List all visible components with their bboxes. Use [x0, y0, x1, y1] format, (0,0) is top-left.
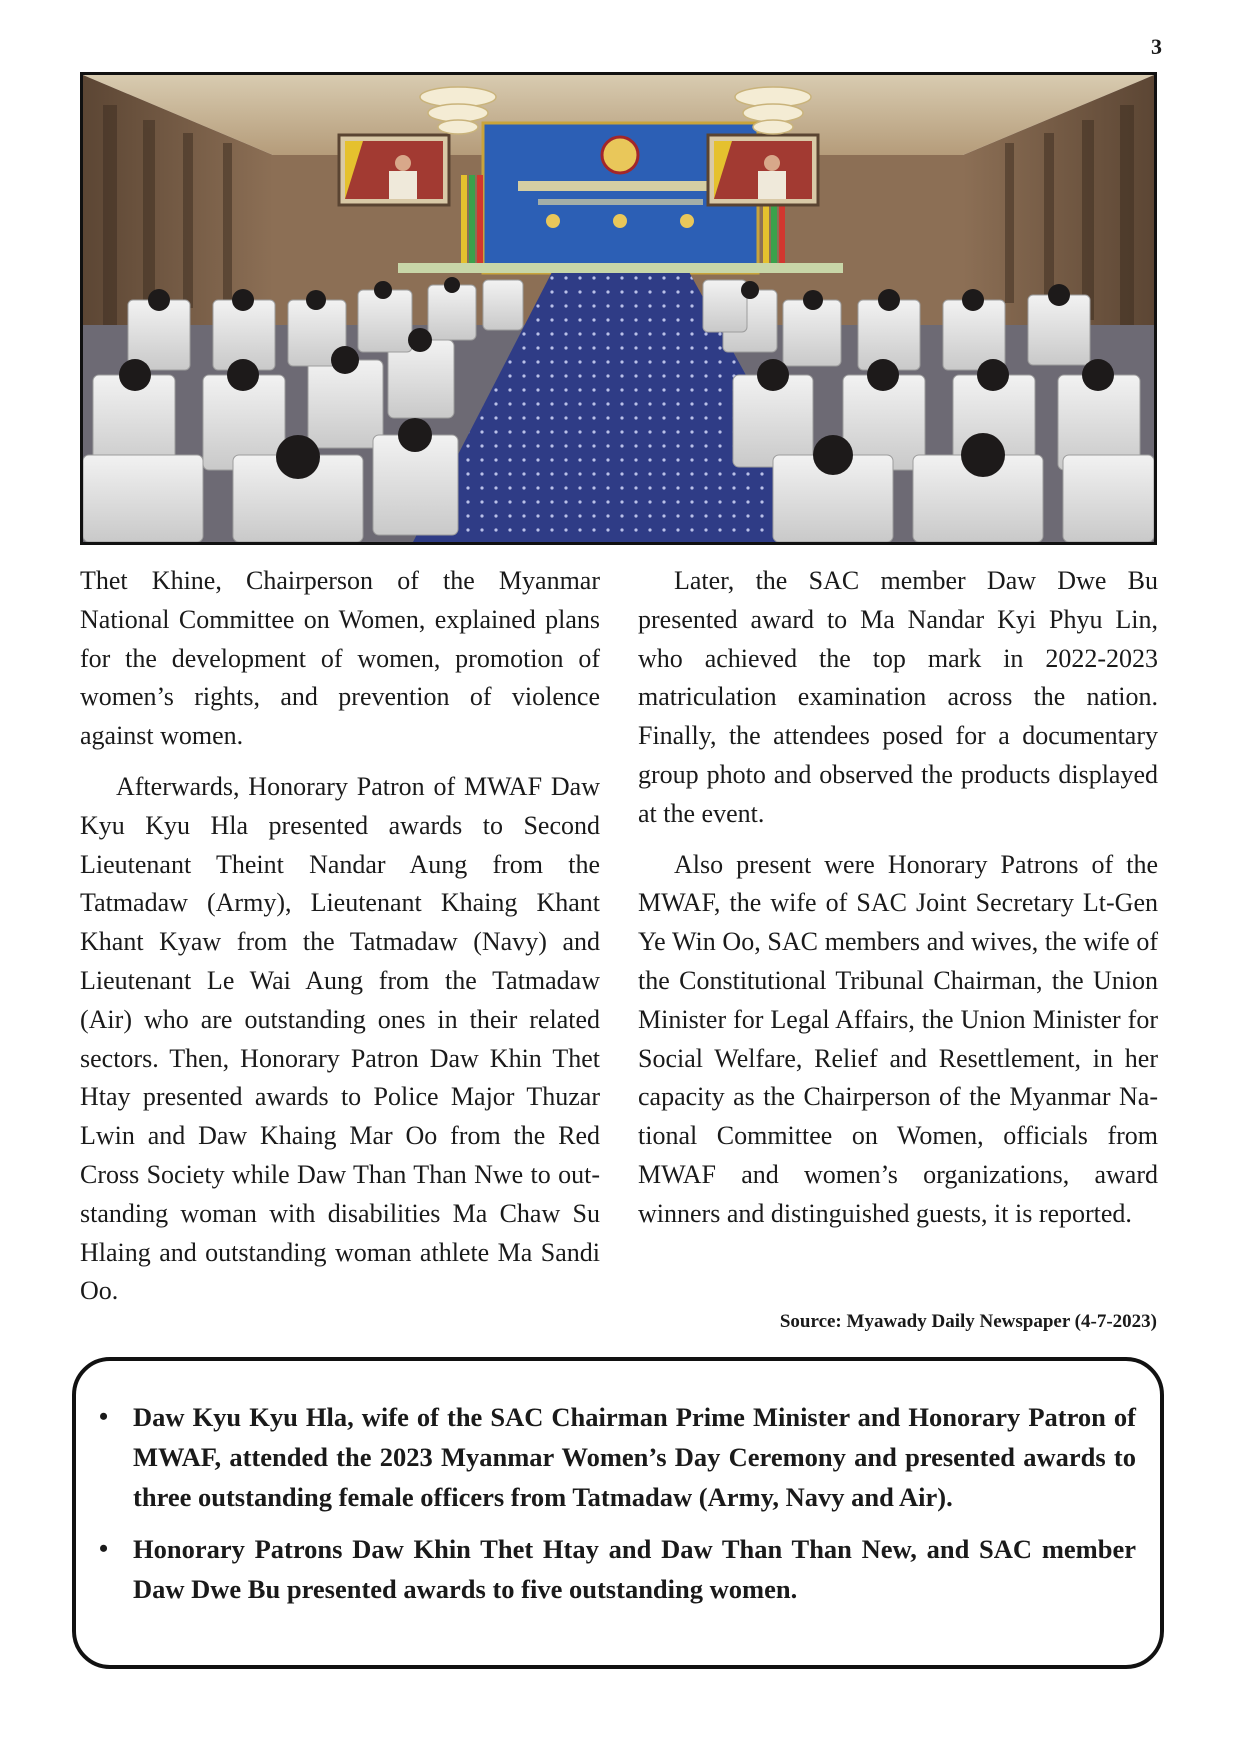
left-video-screen: [339, 135, 449, 205]
page-number: 3: [1151, 34, 1162, 59]
article-right-column: [638, 562, 1158, 1246]
ceremony-hall-illustration: [83, 75, 1154, 542]
right-video-screen: [708, 135, 818, 205]
article-paragraph: Later, the SAC member Daw Dwe Bu presented award to Ma Nandar Kyi Phyu Lin, who achieved the top mark in 2022-2023 matriculation examination across the nation. Finally, the attendees posed for a documentary group photo and observed the products displayed at the event.: [638, 566, 1158, 828]
summary-item-text: Honorary Patrons Daw Khin Thet Htay and Daw Than Than New, and SAC member Daw Dwe Bu presented awards to five outstanding women.: [133, 1534, 1136, 1604]
article-paragraph: Thet Khine, Chairperson of the Myanmar National Committee on Women, explained plans for the development of women, promotion of women’s rights, and prevention of violence against women.: [80, 566, 600, 751]
bullet-icon: •: [99, 1534, 109, 1563]
source-credit: Source: Myawady Daily Newspaper (4-7-2023): [779, 1311, 1157, 1332]
bullet-icon: •: [99, 1402, 109, 1431]
summary-list: [76, 1361, 1160, 1609]
summary-box: [72, 1357, 1164, 1669]
article-paragraph: Also present were Honorary Patrons of the MWAF, the wife of SAC Joint Secretary Lt-Gen Ye Win Oo, SAC members and wives, the wife of the Constitutional Tribunal Chairman, the Union Minister for Legal Affairs, the Union Minister for Social Welfare, Relief and Resettlement, in her capacity as the Chairperson of the Myanmar National Committee on Women, officials from MWAF and women’s organizations, award winners and distinguished guests, it is reported.: [638, 849, 1158, 1228]
summary-item: [99, 1529, 1136, 1609]
article-paragraph: Afterwards, Honorary Patron of MWAF Daw Kyu Kyu Hla presented awards to Second Lieutenant Theint Nandar Aung from the Tatmadaw (Army), Lieutenant Khaing Khant Khant Kyaw from the Tatmadaw (Navy) and Lieutenant Le Wai Aung from the Tatmadaw (Air) who are outstanding ones in their related sectors. Then, Honorary Patron Daw Khin Thet Htay presented awards to Police Major Thuzar Lwin and Daw Khaing Mar Oo from the Red Cross Society while Daw Than Than Nwe to outstanding woman with disabilities Ma Chaw Su Hlaing and outstanding woman athlete Ma Sandi Oo.: [80, 771, 600, 1306]
summary-item-text: Daw Kyu Kyu Hla, wife of the SAC Chairman Prime Minister and Honorary Patron of MWAF, attended the 2023 Myanmar Women’s Day Ceremony and presented awards to three outstanding female officers from Tatmadaw (Army, Navy and Air).: [133, 1402, 1136, 1512]
ceremony-hall-photo: [80, 72, 1157, 545]
summary-item: [99, 1397, 1136, 1517]
article-left-column: [80, 562, 600, 1323]
